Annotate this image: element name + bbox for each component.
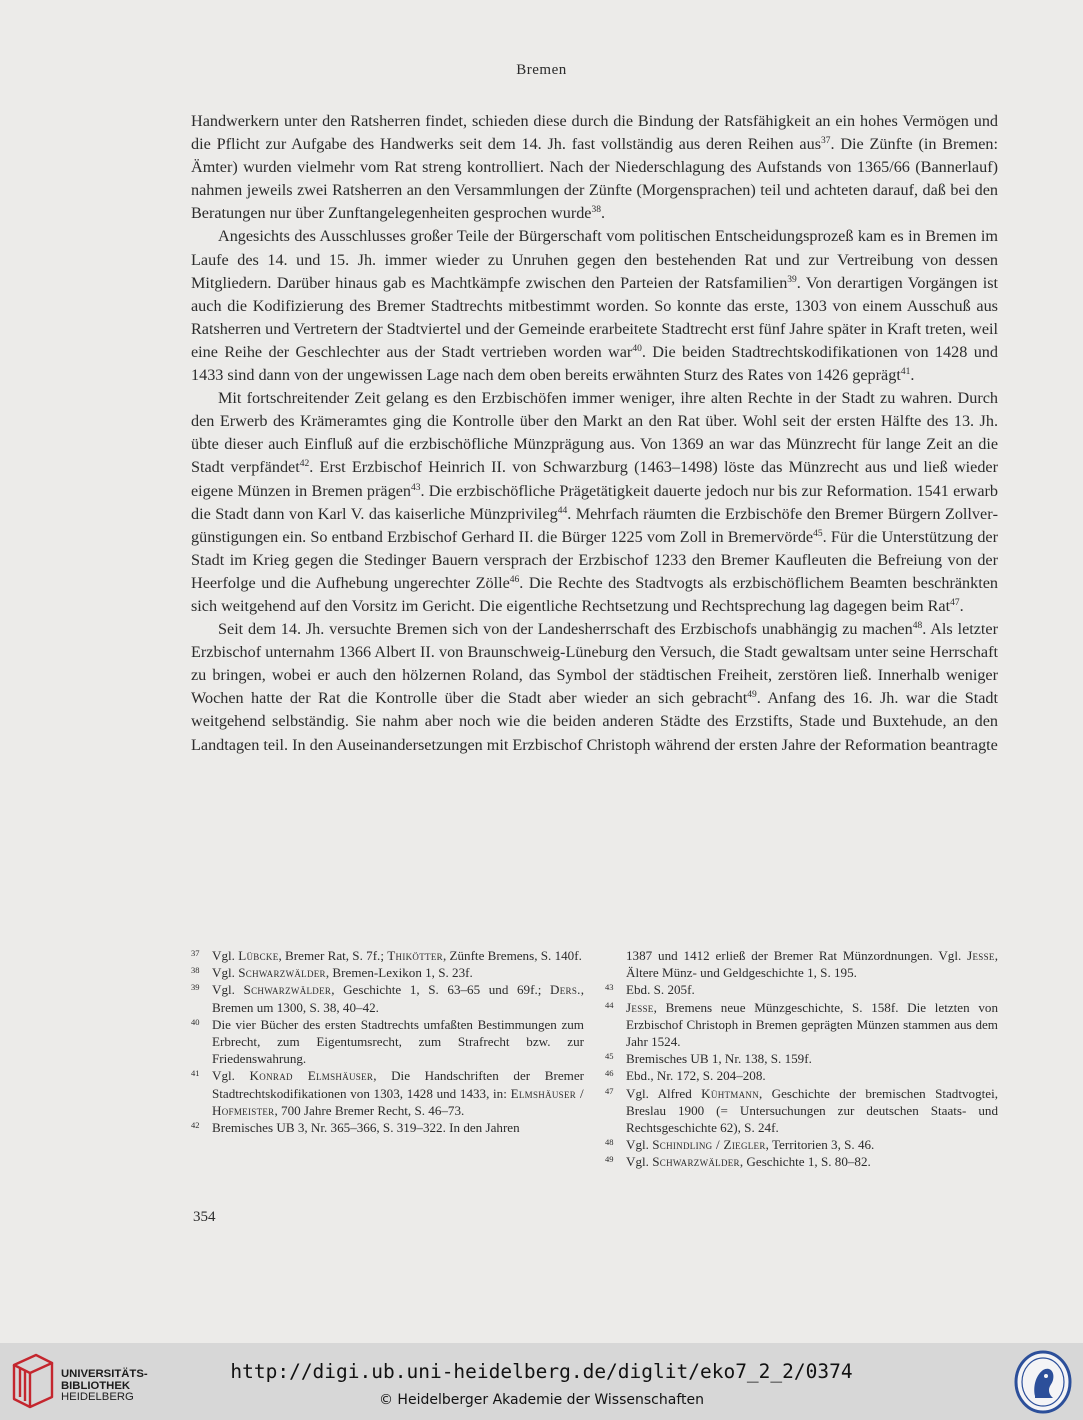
footnote-text: Ebd., Nr. 172, S. 204–208. [626,1068,766,1084]
footnote-text: Vgl. Lübcke, Bremer Rat, S. 7f.; Thikötter, Zünfte Bremens, S. 140f. [212,948,582,963]
footnote-text: Vgl. Schwarzwälder, Geschichte 1, S. 80–82. [626,1154,871,1170]
footnote-reference[interactable]: 43 [410,482,421,493]
footnote-number: 41 [191,1068,200,1079]
footnote-number: 39 [191,982,200,993]
footnote-reference[interactable]: 39 [787,274,797,285]
author-name: Ders. [549,982,581,998]
footnote [605,1136,998,1153]
author-name: Lübcke [238,948,279,963]
paragraph: Angesichts des Ausschlusses großer Teile der Bürgerschaft vom politischen Entscheidungsprozeß kam es in Bremen im Laufe des 14. und 15. Jh. immer wieder zu Unruhen gegen den bestehenden Rat und zur Vertreibung von dessen Mitgliedern. Darüber hinaus gab es Machtkämpfe zwischen den Parteien der Ratsfamilien$^{39}$. Von derartigen Vorgängen ist auch die Kodifizierung des Bremer Stadtrechts mitbestimmt worden. So konnte das erste, 1303 von einem Ausschuß aus Ratsherren und Vertretern der Stadtviertel und der Gemeinde erarbeitete Stadtrecht erst fünf Jahre später in Kraft treten, weil eine Reihe der Geschlechter aus der Stadt vertrieben worden war$^{40}$. Die beiden Stadtrechtskodifikationen von 1428 und 1433 sind dann von der ungewissen Lage nach dem oben bereits erwähnten Sturz des Rates von 1426 geprägt$^{41}$. [191,227,998,385]
author-name: Thikötter [387,948,443,963]
footnote-reference[interactable]: 46 [509,574,520,585]
logo-line: UNIVERSITÄTS- [61,1368,148,1380]
author-name: Elmshäuser / Hofmeister [212,1085,584,1118]
footnote-text: Vgl. Schwarzwälder, Bremen-Lexikon 1, S. 23f. [212,965,473,981]
footnote [605,1153,998,1170]
paragraph: Mit fortschreitender Zeit gelang es den Erzbischöfen immer weniger, ihre alten Rechte in der Stadt zu wahren. Durch den Erwerb des Krämeramtes ging die Kontrolle über den Markt an den Rat über. Wohl seit der ersten Hälfte des 13. Jh. übte dieser auch Einfluß auf die erzbischöfliche Münzprägung aus. Von 1369 an war das Münzrecht für lange Zeit an die Stadt verpfändet$^{42}$. Erst Erzbischof Heinrich II. von Schwarzburg (1463–1498) löste das Münzrecht aus und ließ wieder eigene Münzen in Bremen prägen$^{43}$. Die erzbischöfliche Prägetätigkeit dauerte jedoch nur bis zur Reformation. 1541 erwarb die Stadt dann von Karl V. das kaiserliche Münzprivileg$^{44}$. Mehrfach räumten die Erzbischöfe den Bremer Bürgern Zollvergünstigungen ein. So entband Erzbischof Gerhard II. die Bürger 1225 vom Zoll in Bremervörde$^{45}$. Für die Unterstützung der Stadt im Krieg gegen die Stedinger Bauern versprach der Erzbischof 1233 den Bremer Kaufleuten die Befreiung von der Heerfolge und die Aufhebung ungerechter Zölle$^{46}$. Die Rechte des Stadtvogts als erzbischöflichem Beamten beschränkten sich weitgehend auf den Vorsitz im Gericht. Die eigentliche Rechtsetzung und Rechtsprechung lag dagegen beim Rat$^{47}$. [191,389,998,615]
footnote [191,981,584,1015]
footnote-reference[interactable]: 48 [912,621,923,632]
footnote-reference[interactable]: 44 [557,505,568,516]
footnote-reference[interactable]: 45 [813,528,823,539]
footnote-text: Bremisches UB 3, Nr. 365–366, S. 319–322. In den Jahren [212,1120,520,1136]
footnote-number: 45 [605,1051,614,1062]
footnote-number: 40 [191,1016,200,1027]
author-name: Schindling / Ziegler [652,1137,766,1153]
footnote-text: Vgl. Schindling / Ziegler, Territorien 3, S. 46. [626,1137,875,1153]
academy-seal-icon [1013,1350,1073,1414]
footnote-continuation: 1387 und 1412 erließ der Bremer Rat Münzordnungen. Vgl. Jesse, Ältere Münz- und Geldgeschichte 1, S. 195. [626,948,998,981]
footnote-reference[interactable]: 47 [950,597,960,608]
footnote-text: Die vier Bücher des ersten Stadtrechts umfaßten Bestimmungen zum Erbrecht, zum Eigentumsrecht, zum Strafrecht bzw. zur Friedenswahrung. [212,1016,584,1067]
footnote [191,964,584,981]
logo-line: BIBLIOTHEK [61,1379,131,1392]
footnote-number: 47 [605,1085,614,1096]
footnote-reference[interactable]: 41 [900,367,911,378]
body-text [191,110,998,757]
footnote [605,1050,998,1067]
footnote [191,1016,584,1068]
academy-seal[interactable] [1013,1350,1073,1414]
footnote-number: 44 [605,999,614,1010]
paragraph: Seit dem 14. Jh. versuchte Bremen sich von der Landesherrschaft des Erzbischofs unabhängig zu machen$^{48}$. Als letzter Erzbischof unternahm 1366 Albert II. von Braunschweig-Lüneburg den Versuch, die Stadt gewaltsam unter seine Herrschaft zu bringen, wobei er auch den hölzernen Roland, das Symbol der städtischen Freiheit, zerstören ließ. Innerhalb weniger Wochen hatte der Rat die Kontrolle über die Stadt aber wieder an sich gebracht$^{49}$. Anfang des 16. Jh. war die Stadt weitgehend selbständig. Sie nahm aber noch wie die beiden anderen Städte des Erzstifts, Stade und Buxtehude, an den Landtagen teil. In den Auseinandersetzungen mit Erzbischof Christoph während der ersten Jahre der Reformation beantragte [191,620,999,754]
footnote [605,999,998,1051]
author-name: Jesse [967,948,995,963]
footnote-text: Vgl. Schwarzwälder, Geschichte 1, S. 63–65 und 69f.; Ders., Bremen um 1300, S. 38, 40–42. [212,982,584,1015]
footnote-number: 48 [605,1137,614,1148]
footnote-reference[interactable]: 42 [299,459,310,470]
paragraph: Handwerkern unter den Ratsherren findet, schieden diese durch die Bindung der Ratsfähigkeit an ein hohes Vermögen und die Pflicht zur Aufgabe des Handwerks seit dem 14. Jh. fast vollständig aus deren Reihen aus$^{37}$. Die Zünfte (in Bremen: Ämter) wurden vielmehr vom Rat streng kontrolliert. Nach der Niederschlagung des Aufstands von 1365/66 (Bannerlauf) nahmen jeweils zwei Ratsherren an den Versammlungen der Zünfte (Morgensprachen) teil und achteten darauf, daß bei den Beratungen nur über Zunftangelegenheiten gesprochen wurde$^{38}$. [191,112,998,223]
permalink-url[interactable]: http://digi.ub.uni-heidelberg.de/diglit/eko7_2_2/0374 [230,1360,853,1383]
footnote-number: 42 [191,1120,200,1131]
footnote [191,1067,584,1119]
page-number: 354 [193,1209,216,1225]
author-name: Schwarzwälder [652,1154,740,1170]
footnote-reference[interactable]: 49 [747,690,757,701]
author-name: Jesse [626,999,654,1015]
footnote-text: Bremisches UB 1, Nr. 138, S. 159f. [626,1051,812,1067]
footnote-number: 43 [605,982,614,993]
footnote-text: Ebd. S. 205f. [626,982,695,998]
footnote-reference[interactable]: 37 [821,136,831,147]
copyright-notice: © Heidelberger Akademie der Wissenschaften [378,1392,704,1408]
footnotes [191,947,998,1171]
running-head: Bremen [516,62,567,78]
footnote-reference[interactable]: 38 [591,205,601,216]
footnote [191,947,584,964]
author-name: Schwarzwälder [243,982,332,998]
footnote-number: 46 [605,1068,614,1079]
footnote-text: Jesse, Bremens neue Münzgeschichte, S. 158f. Die letzten von Erzbischof Christoph in Bremen geprägten Münzen stammen aus dem Jahr 1524. [626,999,998,1050]
author-name: Schwarzwälder [238,965,326,981]
footnote-reference[interactable]: 40 [632,343,642,354]
logo-line: HEIDELBERG [61,1391,134,1403]
author-name: Konrad Elmshäuser [249,1068,374,1084]
footer-bar [0,1343,1083,1420]
footnote [605,1067,998,1084]
footnote-number: 49 [605,1154,614,1165]
footnote [605,1085,998,1137]
footnotes-right-column [605,947,998,1171]
author-name: Kühtmann [701,1085,759,1101]
footnote-text: Vgl. Alfred Kühtmann, Geschichte der bremischen Stadtvogtei, Breslau 1900 (= Untersuchungen zur deutschen Staats- und Rechtsgeschichte 62), S. 24f. [626,1085,998,1136]
footnote [605,981,998,998]
footnote-number: 38 [191,965,200,976]
footnote-text: Vgl. Konrad Elmshäuser, Die Handschriften der Bremer Stadtrechtskodifikationen von 1303, 1428 und 1433, in: Elmshäuser / Hofmeister, 700 Jahre Bremer Recht, S. 46–73. [212,1068,584,1118]
footnotes-left-column [191,947,584,1171]
footnote-number: 37 [191,948,200,958]
footnote [191,1119,584,1136]
